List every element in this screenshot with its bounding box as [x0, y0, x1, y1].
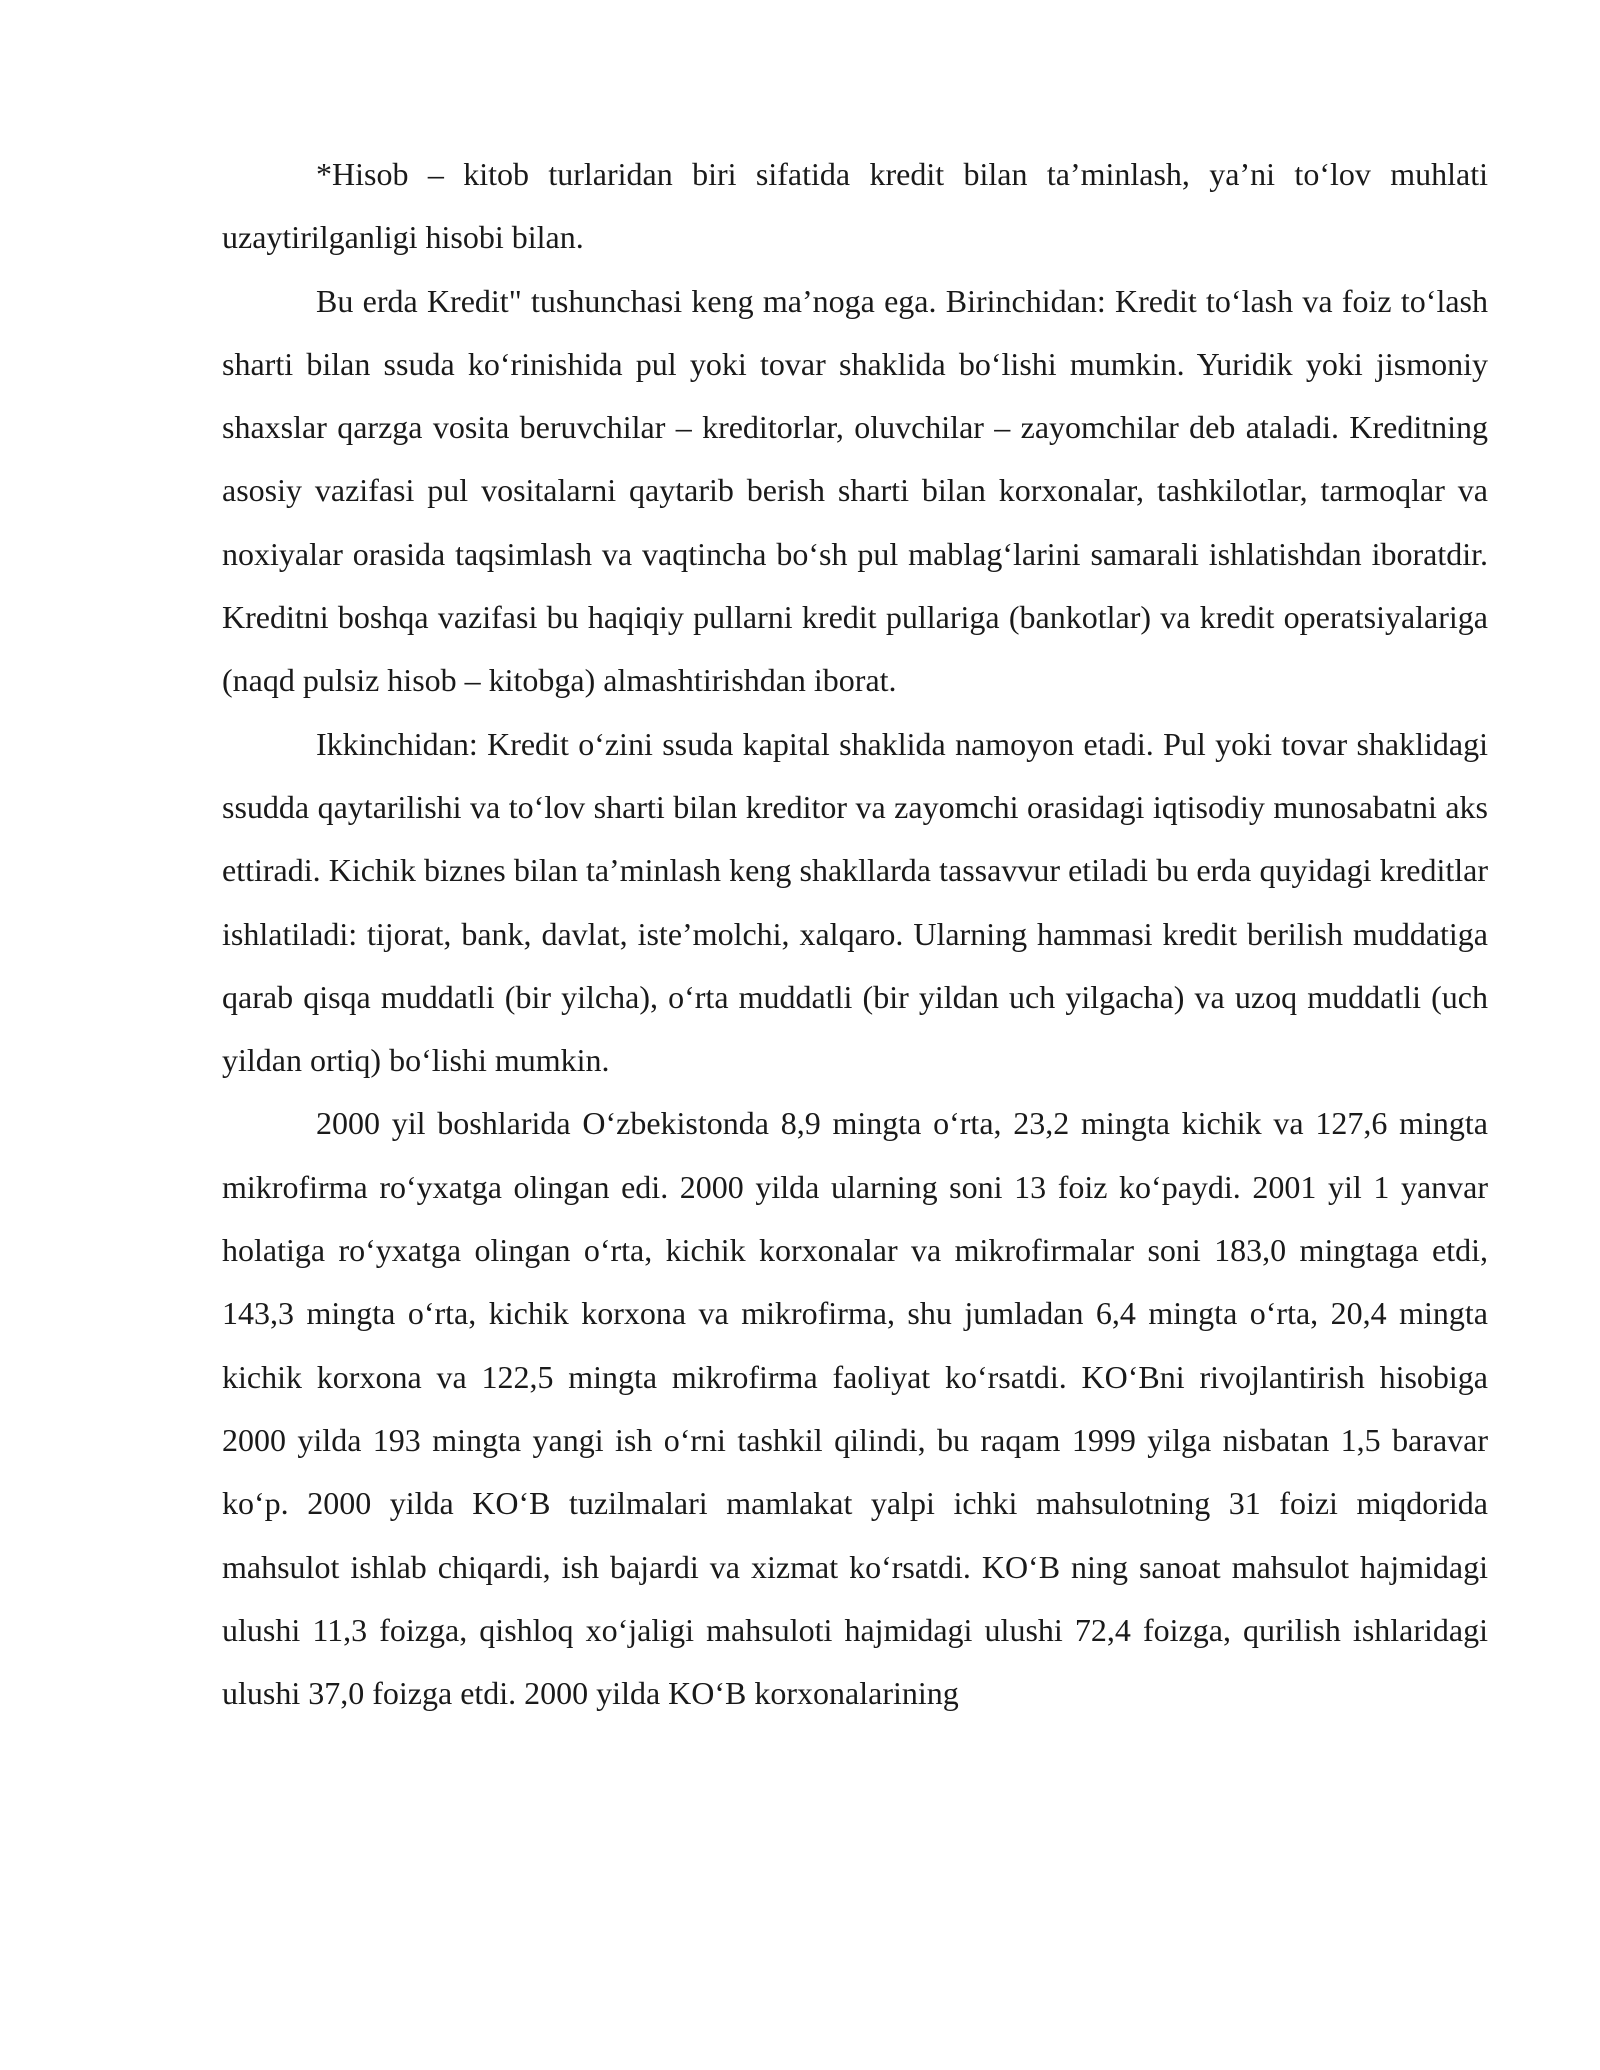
document-page [222, 143, 1488, 1725]
paragraph-statistics-2000: 2000 yil boshlarida O‘zbekistonda 8,9 mingta o‘rta, 23,2 mingta kichik va 127,6 mingta mikrofirma ro‘yxatga olingan edi. 2000 yilda ularning soni 13 foiz ko‘paydi. 2001 yil 1 yanvar holatiga ro‘yxatga olingan o‘rta, kichik korxonalar va mikrofirmalar soni 183,0 mingtaga etdi, 143,3 mingta o‘rta, kichik korxona va mikrofirma, shu jumladan 6,4 mingta o‘rta, 20,4 mingta kichik korxona va 122,5 mingta mikrofirma faoliyat ko‘rsatdi. KO‘Bni rivojlantirish hisobiga 2000 yilda 193 mingta yangi ish o‘rni tashkil qilindi, bu raqam 1999 yilga nisbatan 1,5 baravar ko‘p. 2000 yilda KO‘B tuzilmalari mamlakat yalpi ichki mahsulotning 31 foizi miqdorida mahsulot ishlab chiqardi, ish bajardi va xizmat ko‘rsatdi. KO‘B ning sanoat mahsulot hajmidagi ulushi 11,3 foizga, qishloq xo‘jaligi mahsuloti hajmidagi ulushi 72,4 foizga, qurilish ishlaridagi ulushi 37,0 foizga etdi. 2000 yilda KO‘B korxonalarining [222, 1105, 1488, 1712]
paragraph-hisob-kitob: *Hisob – kitob turlaridan biri sifatida kredit bilan ta’minlash, ya’ni to‘lov muhlati uzaytirilganligi hisobi bilan. [222, 156, 1488, 256]
paragraph-ikkinchidan: Ikkinchidan: Kredit o‘zini ssuda kapital shaklida namoyon etadi. Pul yoki tovar shaklidagi ssudda qaytarilishi va to‘lov sharti bilan kreditor va zayomchi orasidagi iqtisodiy munosabatni aks ettiradi. Kichik biznes bilan ta’minlash keng shakllarda tassavvur etiladi bu erda quyidagi kreditlar ishlatiladi: tijorat, bank, davlat, iste’molchi, xalqaro. Ularning hammasi kredit berilish muddatiga qarab qisqa muddatli (bir yilcha), o‘rta muddatli (bir yildan uch yilgacha) va uzoq muddatli (uch yildan ortiq) bo‘lishi mumkin. [222, 725, 1488, 1079]
paragraph-kredit-tushunchasi: Bu erda Kredit" tushunchasi keng ma’noga ega. Birinchidan: Kredit to‘lash va foiz to‘lash sharti bilan ssuda ko‘rinishida pul yoki tovar shaklida bo‘lishi mumkin. Yuridik yoki jismoniy shaxslar qarzga vosita beruvchilar – kreditorlar, oluvchilar – zayomchilar deb ataladi. Kreditning asosiy vazifasi pul vositalarni qaytarib berish sharti bilan korxonalar, tashkilotlar, tarmoqlar va noxiyalar orasida taqsimlash va vaqtincha bo‘sh pul mablag‘larini samarali ishlatishdan iboratdir. Kreditni boshqa vazifasi bu haqiqiy pullarni kredit pullariga (bankotlar) va kredit operatsiyalariga (naqd pulsiz hisob – kitobga) almashtirishdan iborat. [222, 282, 1488, 699]
